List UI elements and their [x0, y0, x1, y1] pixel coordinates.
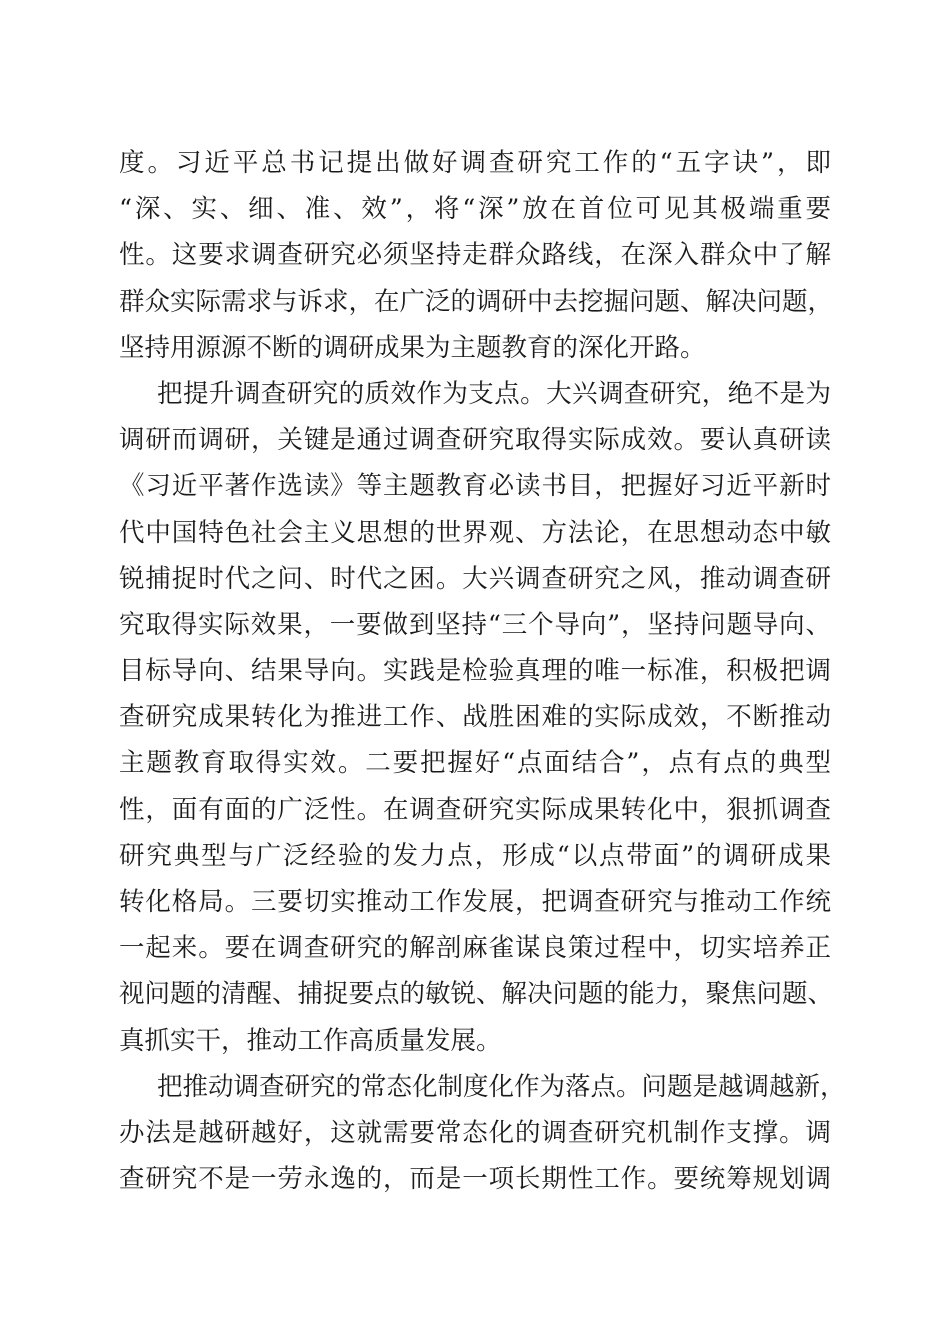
text-line: 度。习近平总书记提出做好调查研究工作的“五字诀”，即 [119, 148, 831, 178]
text-line: 视问题的清醒、捕捉要点的敏锐、解决问题的能力，聚焦问题、 [119, 979, 834, 1010]
text-line: 查研究不是一劳永逸的，而是一项长期性工作。要统筹规划调 [119, 1164, 831, 1195]
text-line: 究取得实际效果，一要做到坚持“三个导向”，坚持问题导向、 [119, 609, 831, 640]
text-line: 把推动调查研究的常态化制度化作为落点。问题是越调越新， [157, 1071, 846, 1102]
text-line: 查研究成果转化为推进工作、战胜困难的实际成效，不断推动 [119, 702, 831, 733]
text-line: 一起来。要在调查研究的解剖麻雀谋良策过程中，切实培养正 [119, 933, 831, 964]
text-line: 办法是越研越好，这就需要常态化的调查研究机制作支撑。调 [119, 1117, 831, 1148]
paragraph [119, 140, 834, 371]
text-line: 锐捕捉时代之问、时代之困。大兴调查研究之风，推动调查研 [119, 563, 831, 594]
text-line: 代中国特色社会主义思想的世界观、方法论，在思想动态中敏 [119, 517, 831, 548]
text-line: 调研而调研，关键是通过调查研究取得实际成效。要认真研读 [119, 425, 831, 456]
text-line: 群众实际需求与诉求，在广泛的调研中去挖掘问题、解决问题， [119, 286, 834, 317]
text-line: 《习近平著作选读》等主题教育必读书目，把握好习近平新时 [119, 471, 831, 502]
text-line: 目标导向、结果导向。实践是检验真理的唯一标准，积极把调 [119, 656, 831, 687]
text-line: 把提升调查研究的质效作为支点。大兴调查研究，绝不是为 [157, 378, 831, 409]
text-line: 研究典型与广泛经验的发力点，形成“以点带面”的调研成果 [119, 840, 831, 871]
paragraph [119, 371, 834, 1064]
text-line: 转化格局。三要切实推动工作发展，把调查研究与推动工作统 [119, 887, 831, 917]
text-line: 真抓实干，推动工作高质量发展。 [119, 1025, 502, 1056]
text-line: “深、实、细、准、效”，将“深”放在首位可见其极端重要 [119, 194, 831, 225]
text-line: 坚持用源源不断的调研成果为主题教育的深化开路。 [119, 332, 706, 363]
body-text [119, 140, 846, 1202]
paragraph [119, 1064, 846, 1203]
text-line: 性。这要求调查研究必须坚持走群众路线，在深入群众中了解 [119, 240, 831, 271]
text-line: 性，面有面的广泛性。在调查研究实际成果转化中，狠抓调查 [119, 794, 831, 825]
text-line: 主题教育取得实效。二要把握好“点面结合”，点有点的典型 [119, 748, 831, 779]
